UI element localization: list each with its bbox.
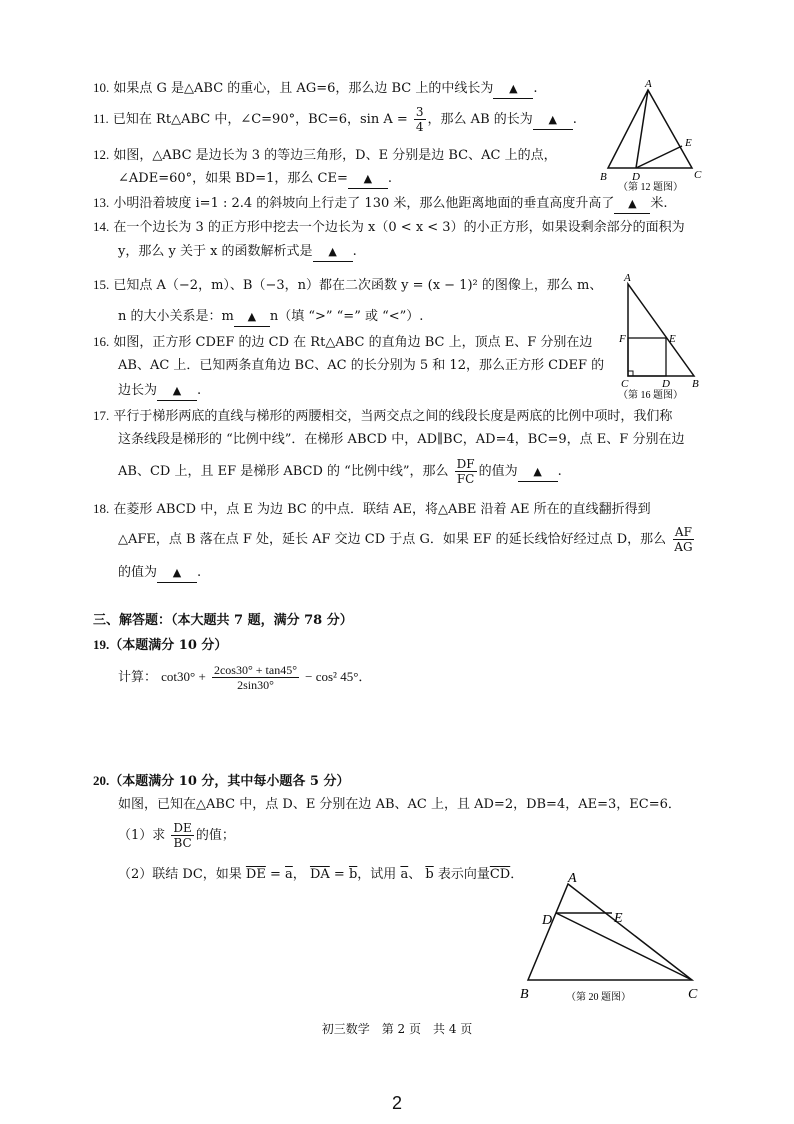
question-text: 小明沿着坡度 i=1 : 2.4 的斜坡向上行走了 130 米，那么他距离地面的垂直高度升高了 xyxy=(113,196,615,211)
question-number: 19. xyxy=(93,637,110,652)
question-13 xyxy=(93,194,668,214)
question-text: 已知点 A（−2，m）、B（−3，n）都在二次函数 y = (x − 1)² 的图像上，那么 m、 xyxy=(113,278,603,293)
numerator: 3 xyxy=(415,105,424,119)
question-tail: 米. xyxy=(650,196,668,211)
question-number: 11. xyxy=(93,111,109,126)
separator: 、 xyxy=(408,867,422,882)
question-text: AB、CD 上，且 EF 是梯形 ABCD 的 “比例中线”，那么 xyxy=(118,464,449,479)
figure-12 xyxy=(596,76,706,192)
label-a: A xyxy=(624,272,631,284)
question-text: 如图，已知在△ABC 中，点 D、E 分别在边 AB、AC 上，且 AD=2，DB=4，AE=3，EC=6． xyxy=(118,797,681,812)
figure-caption: （第 20 题图） xyxy=(566,992,631,1003)
question-19-header xyxy=(93,636,227,655)
question-20-part1 xyxy=(118,820,235,852)
label-d: D xyxy=(662,378,670,390)
question-number: 12. xyxy=(93,147,110,162)
answer-blank xyxy=(313,243,353,262)
calc-label: 计算： xyxy=(118,670,158,685)
question-14-line1 xyxy=(93,218,685,237)
question-17-line1 xyxy=(93,407,672,426)
question-tail: . xyxy=(197,565,202,580)
fraction xyxy=(455,457,477,486)
question-10 xyxy=(93,79,538,99)
label-c: C xyxy=(688,987,698,1002)
denominator: 4 xyxy=(415,120,424,134)
denominator: BC xyxy=(173,836,192,850)
blank-triangle-icon: ▲ xyxy=(247,310,257,323)
question-text: 这条线段是梯形的 “比例中线”．在梯形 ABCD 中，AD∥BC，AD=4，BC=9，点 E、F 分别在边 xyxy=(118,432,685,447)
question-header: （本题满分 10 分） xyxy=(109,638,228,653)
question-number: 16. xyxy=(93,334,110,349)
triangle-abc xyxy=(608,90,692,168)
question-text: 平行于梯形两底的直线与梯形的两腰相交，当两交点之间的线段长度是两底的比例中项时，我们称 xyxy=(113,409,673,424)
answer-blank xyxy=(157,564,197,583)
question-text: （1）求 xyxy=(118,828,166,843)
question-text: ，那么 AB 的长为 xyxy=(427,112,533,127)
question-text: 的值； xyxy=(195,828,235,843)
label-c: C xyxy=(694,169,702,181)
blank-triangle-icon: ▲ xyxy=(628,197,637,210)
answer-blank xyxy=(157,382,197,401)
section-heading: 三、解答题：（本大题共 7 题，满分 78 分） xyxy=(93,613,353,628)
denominator: 2sin30° xyxy=(237,678,274,692)
page-number: 2 xyxy=(391,1093,402,1113)
question-text: ，试用 xyxy=(357,867,397,882)
segment-de xyxy=(636,146,682,168)
expression-part: cot30° + xyxy=(161,669,206,684)
page-footer: 初三数学 第 2 页 共 4 页 xyxy=(321,1022,473,1036)
question-16-line3 xyxy=(118,382,201,401)
question-number: 18. xyxy=(93,501,110,516)
vector-cd: $\overline{CD}$ xyxy=(489,867,511,882)
question-text: 边长为 xyxy=(118,383,158,398)
blank-triangle-icon: ▲ xyxy=(509,82,518,95)
figure-20 xyxy=(510,870,710,1010)
question-12-line2 xyxy=(118,170,392,189)
denominator: FC xyxy=(456,472,475,486)
label-f: F xyxy=(619,333,626,345)
answer-blank xyxy=(518,463,558,482)
vector-a: $\overline{a}$ xyxy=(285,867,293,882)
answer-blank xyxy=(614,195,650,214)
question-20-part2 xyxy=(118,866,523,884)
segment-dc xyxy=(556,913,692,980)
label-a: A xyxy=(568,871,577,886)
vector-b: $\overline{b}$ xyxy=(425,867,434,882)
question-17-line3 xyxy=(118,456,562,488)
question-text: n 的大小关系是：m xyxy=(118,309,234,324)
triangle-abc xyxy=(528,884,692,980)
question-text: （2）联结 DC，如果 xyxy=(118,867,242,882)
triangle-abc xyxy=(628,284,694,376)
question-text: ∠ADE=60°，如果 BD=1，那么 CE= xyxy=(118,171,348,186)
question-number: 14. xyxy=(93,219,110,234)
label-b: B xyxy=(600,171,607,183)
label-d: D xyxy=(542,913,553,928)
question-16-line2 xyxy=(118,357,604,375)
numerator: 2cos30° + tan45° xyxy=(213,663,297,677)
question-tail: . xyxy=(352,244,357,259)
answer-blank xyxy=(234,308,270,327)
label-e: E xyxy=(685,137,692,149)
question-tail: . xyxy=(387,171,393,186)
question-18-line3 xyxy=(118,564,201,583)
figure-caption: （第 12 题图） xyxy=(618,182,683,192)
blank-triangle-icon: ▲ xyxy=(363,172,373,185)
question-text: AB、AC 上．已知两条直角边 BC、AC 的长分别为 5 和 12，那么正方形 CDEF 的 xyxy=(118,358,605,373)
equals-sign: = xyxy=(333,867,345,882)
equals-sign: = xyxy=(269,867,281,882)
numerator: AF xyxy=(674,525,692,539)
question-20-header xyxy=(93,772,350,791)
question-11 xyxy=(93,104,577,135)
question-20-line1 xyxy=(118,796,681,814)
question-text: 如图，正方形 CDEF 的边 CD 在 Rt△ABC 的直角边 BC 上，顶点 E、F 分别在边 xyxy=(113,335,593,350)
question-number: 17. xyxy=(93,408,110,423)
label-e: E xyxy=(614,911,623,926)
vector-da: $\overline{DA}$ xyxy=(309,867,330,882)
question-number: 13. xyxy=(93,195,110,210)
blank-triangle-icon: ▲ xyxy=(172,384,182,397)
question-text: n（填 “>” “=” 或 “<”）. xyxy=(269,309,424,324)
question-text: 的值为 xyxy=(118,565,158,580)
square-cdef xyxy=(628,338,666,376)
question-number: 20. xyxy=(93,773,110,788)
question-18-line2 xyxy=(118,524,697,556)
vector-b: $\overline{b}$ xyxy=(348,867,358,882)
question-18-line1 xyxy=(93,500,651,519)
question-16-line1 xyxy=(93,333,592,352)
question-tail: . xyxy=(557,464,562,479)
vector-a: $\overline{a}$ xyxy=(400,867,409,882)
blank-triangle-icon: ▲ xyxy=(548,113,557,126)
label-a: A xyxy=(645,78,652,90)
question-text: 如图，△ABC 是边长为 3 的等边三角形，D、E 分别是边 BC、AC 上的点， xyxy=(113,148,557,163)
label-d: D xyxy=(632,171,640,183)
fraction xyxy=(171,821,193,850)
answer-blank xyxy=(493,80,533,99)
question-text: 如果点 G 是△ABC 的重心，且 AG=6，那么边 BC 上的中线长为 xyxy=(113,81,494,96)
label-c: C xyxy=(621,378,629,390)
blank-triangle-icon: ▲ xyxy=(533,465,542,478)
question-15-line1 xyxy=(93,276,602,295)
question-tail: . xyxy=(197,383,202,398)
question-text: △AFE，点 B 落在点 F 处，延长 AF 交边 CD 于点 G．如果 EF 的延长线恰好经过点 D，那么 xyxy=(118,532,667,547)
question-text: y，那么 y 关于 x 的函数解析式是 xyxy=(118,244,313,259)
expression-part: − cos² 45°． xyxy=(305,669,372,684)
question-15-line2 xyxy=(118,308,423,327)
question-text: 在菱形 ABCD 中，点 E 为边 BC 的中点．联结 AE，将△ABE 沿着 AE 所在的直线翻折得到 xyxy=(113,502,651,517)
question-12-line1 xyxy=(93,146,557,165)
question-text: 表示向量 xyxy=(437,867,490,882)
question-header: （本题满分 10 分，其中每小题各 5 分） xyxy=(109,774,350,789)
question-number: 15. xyxy=(93,277,110,292)
question-14-line2 xyxy=(118,243,357,262)
question-text: 已知在 Rt△ABC 中，∠C=90°，BC=6，sin A = xyxy=(112,112,408,127)
question-17-line2 xyxy=(118,431,684,449)
question-tail: . xyxy=(572,112,577,127)
numerator: DF xyxy=(456,457,475,471)
separator: ， xyxy=(292,867,306,882)
question-text: 在一个边长为 3 的正方形中挖去一个边长为 x（0 < x < 3）的小正方形，如果设剩余部分的面积为 xyxy=(113,220,685,235)
blank-triangle-icon: ▲ xyxy=(328,245,337,258)
denominator: AG xyxy=(674,540,693,554)
vector-de: $\overline{DE}$ xyxy=(245,867,266,882)
question-tail: ． xyxy=(510,867,524,882)
label-e: E xyxy=(669,333,676,345)
fraction xyxy=(672,525,694,554)
blank-triangle-icon: ▲ xyxy=(172,566,182,579)
fraction xyxy=(212,663,299,692)
numerator: DE xyxy=(173,821,192,835)
question-19-expression xyxy=(118,660,371,695)
label-b: B xyxy=(692,378,699,390)
answer-blank xyxy=(533,111,573,130)
label-b: B xyxy=(520,987,529,1002)
fraction xyxy=(414,105,426,134)
figure-16 xyxy=(612,270,712,400)
figure-caption: （第 16 题图） xyxy=(618,390,683,400)
answer-blank xyxy=(348,170,388,189)
question-text: 的值为 xyxy=(478,464,518,479)
question-tail: . xyxy=(533,81,538,96)
question-number: 10. xyxy=(93,80,110,95)
